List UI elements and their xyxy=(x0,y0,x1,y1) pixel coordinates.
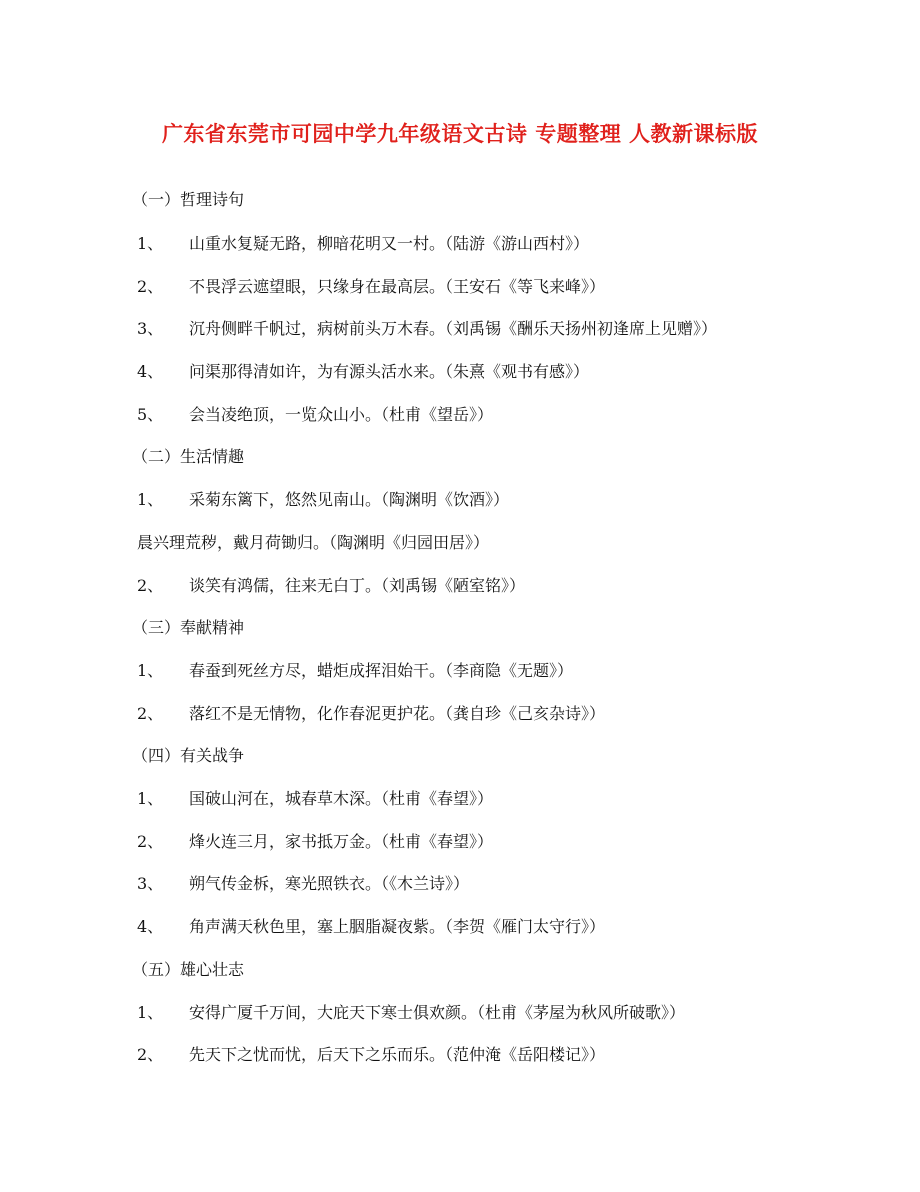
section-heading-dedication: （三）奉献精神 xyxy=(132,618,245,637)
item-number: 2、 xyxy=(137,1045,164,1064)
item-number: 3、 xyxy=(137,319,164,338)
item-number: 2、 xyxy=(137,704,164,723)
verse-line: 朔气传金柝，寒光照铁衣。（《木兰诗》） xyxy=(189,874,470,893)
verse-line: 角声满天秋色里，塞上胭脂凝夜紫。（李贺《雁门太守行》） xyxy=(189,917,606,936)
item-number: 1、 xyxy=(137,661,164,680)
item-number: 2、 xyxy=(137,277,164,296)
item-number: 1、 xyxy=(137,1003,164,1022)
verse-line: 春蚕到死丝方尽，蜡炬成挥泪始干。（李商隐《无题》） xyxy=(189,661,574,680)
verse-line: 问渠那得清如许，为有源头活水来。（朱熹《观书有感》） xyxy=(189,362,590,381)
section-heading-life: （二）生活情趣 xyxy=(132,447,245,466)
item-number: 1、 xyxy=(137,789,164,808)
verse-line: 落红不是无情物，化作春泥更护花。（龚自珍《己亥杂诗》） xyxy=(189,704,606,723)
item-number: 1、 xyxy=(137,490,164,509)
item-number: 3、 xyxy=(137,874,164,893)
section-heading-philosophy: （一）哲理诗句 xyxy=(132,190,245,209)
item-number: 4、 xyxy=(137,362,164,381)
section-heading-war: （四）有关战争 xyxy=(132,746,245,765)
verse-line: 国破山河在，城春草木深。（杜甫《春望》） xyxy=(189,789,494,808)
document-title: 广东省东莞市可园中学九年级语文古诗 专题整理 人教新课标版 xyxy=(161,122,759,146)
section-heading-ambition: （五）雄心壮志 xyxy=(132,960,245,979)
item-number: 5、 xyxy=(137,405,164,424)
verse-line: 会当凌绝顶，一览众山小。（杜甫《望岳》） xyxy=(189,405,494,424)
item-number: 2、 xyxy=(137,832,164,851)
item-number: 1、 xyxy=(137,234,164,253)
verse-line: 安得广厦千万间，大庇天下寒士俱欢颜。（杜甫《茅屋为秋风所破歌》） xyxy=(189,1003,686,1022)
verse-line: 晨兴理荒秽，戴月荷锄归。（陶渊明《归园田居》） xyxy=(137,533,490,552)
verse-line: 山重水复疑无路，柳暗花明又一村。（陆游《游山西村》） xyxy=(189,234,590,253)
item-number: 2、 xyxy=(137,576,164,595)
verse-line: 不畏浮云遮望眼，只缘身在最高层。（王安石《等飞来峰》） xyxy=(189,277,606,296)
verse-line: 沉舟侧畔千帆过，病树前头万木春。（刘禹锡《酬乐天扬州初逢席上见赠》） xyxy=(189,319,718,338)
verse-line: 先天下之忧而忧，后天下之乐而乐。（范仲淹《岳阳楼记》） xyxy=(189,1045,606,1064)
verse-line: 烽火连三月，家书抵万金。（杜甫《春望》） xyxy=(189,832,494,851)
verse-line: 采菊东篱下，悠然见南山。（陶渊明《饮酒》） xyxy=(189,490,510,509)
verse-line: 谈笑有鸿儒，往来无白丁。（刘禹锡《陋室铭》） xyxy=(189,576,526,595)
item-number: 4、 xyxy=(137,917,164,936)
